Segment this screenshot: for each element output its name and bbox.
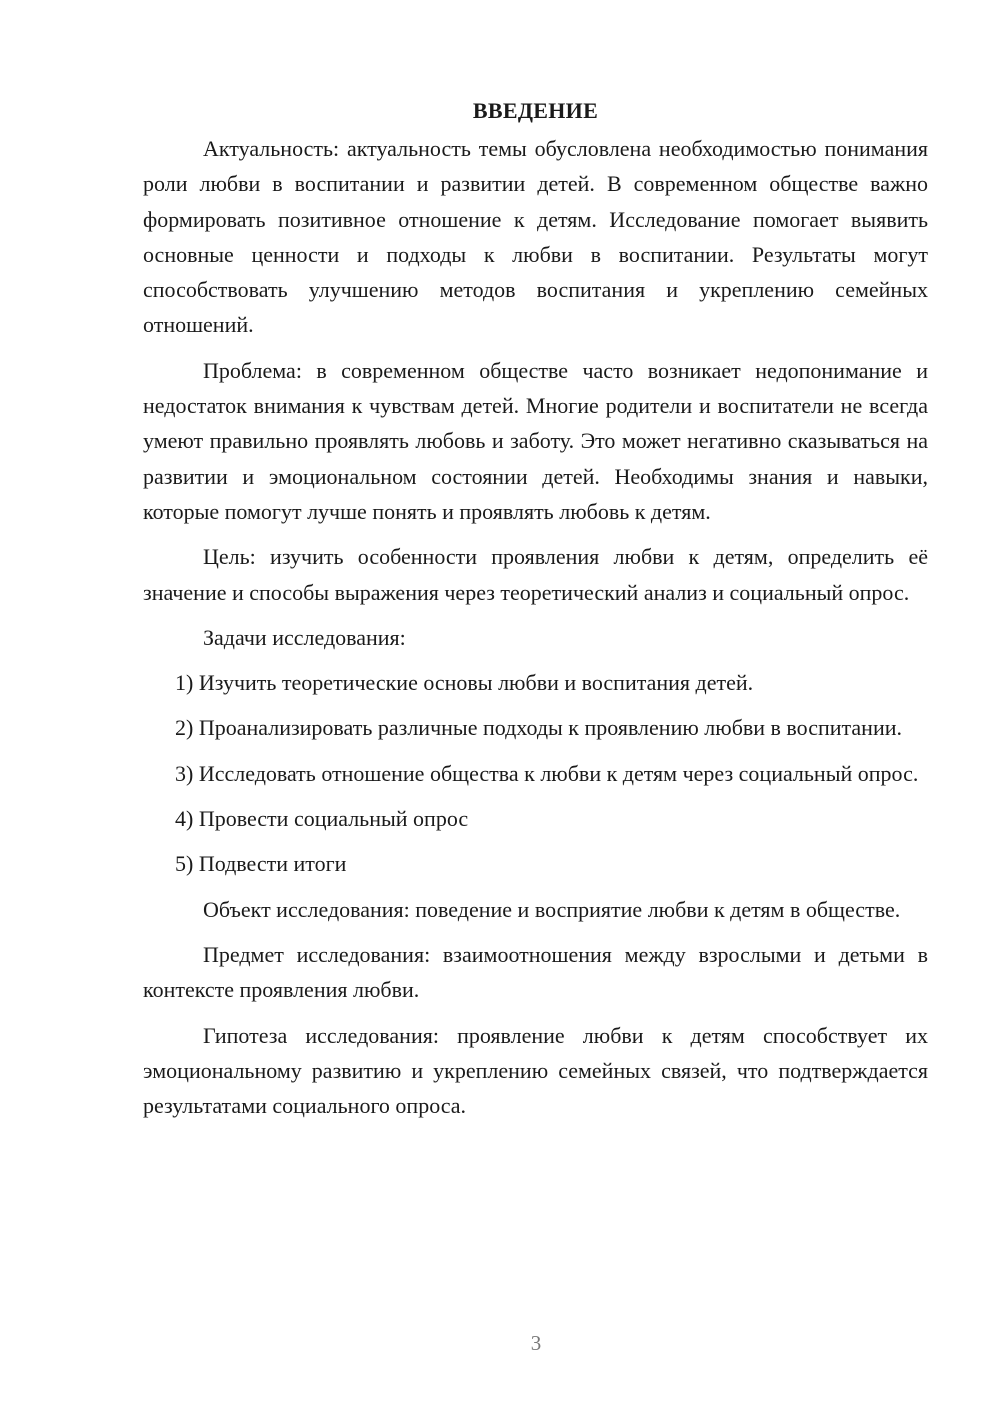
task-item-3: 3) Исследовать отношение общества к любви к детям через социальный опрос. (175, 760, 919, 786)
tasks-heading: Задачи исследования: (203, 624, 406, 650)
paragraph-object: Объект исследования: поведение и восприятие любви к детям в обществе. (203, 896, 901, 922)
paragraph-problem: Проблема: в современном обществе часто возникает недопонимание и недостаток внимания к чувствам детей. Многие родители и воспитатели не всегда умеют правильно проявлять любовь и заботу. Это может негативно сказываться на развитии и эмоциональном состоянии детей. Необходимы знания и навыки, которые помогут лучше понять и проявлять любовь к детям. (143, 357, 928, 524)
task-item-4: 4) Провести социальный опрос (175, 806, 469, 832)
paragraph-goal: Цель: изучить особенности проявления любви к детям, определить её значение и способы выражения через теоретический анализ и социальный опрос. (143, 544, 928, 605)
paragraph-hypothesis: Гипотеза исследования: проявление любви к детям способствует их эмоциональному развитию и укреплению семейных связей, что подтверждается результатами социального опроса. (143, 1022, 928, 1119)
paragraph-relevance: Актуальность: актуальность темы обусловлена необходимостью понимания роли любви в воспитании и развитии детей. В современном обществе важно формировать позитивное отношение к детям. Исследование помогает выявить основные ценности и подходы к любви в воспитании. Результаты могут способствовать улучшению методов воспитания и укреплению семейных отношений. (143, 136, 928, 338)
task-item-5: 5) Подвести итоги (175, 851, 347, 877)
page-content (143, 94, 928, 1133)
task-item-2: 2) Проанализировать различные подходы к проявлению любви в воспитании. (175, 715, 902, 741)
task-item-1: 1) Изучить теоретические основы любви и воспитания детей. (175, 670, 754, 696)
page-number: 3 (530, 1331, 542, 1355)
section-title: ВВЕДЕНИЕ (472, 98, 599, 123)
paragraph-subject: Предмет исследования: взаимоотношения между взрослыми и детьми в контексте проявления любви. (143, 941, 928, 1003)
